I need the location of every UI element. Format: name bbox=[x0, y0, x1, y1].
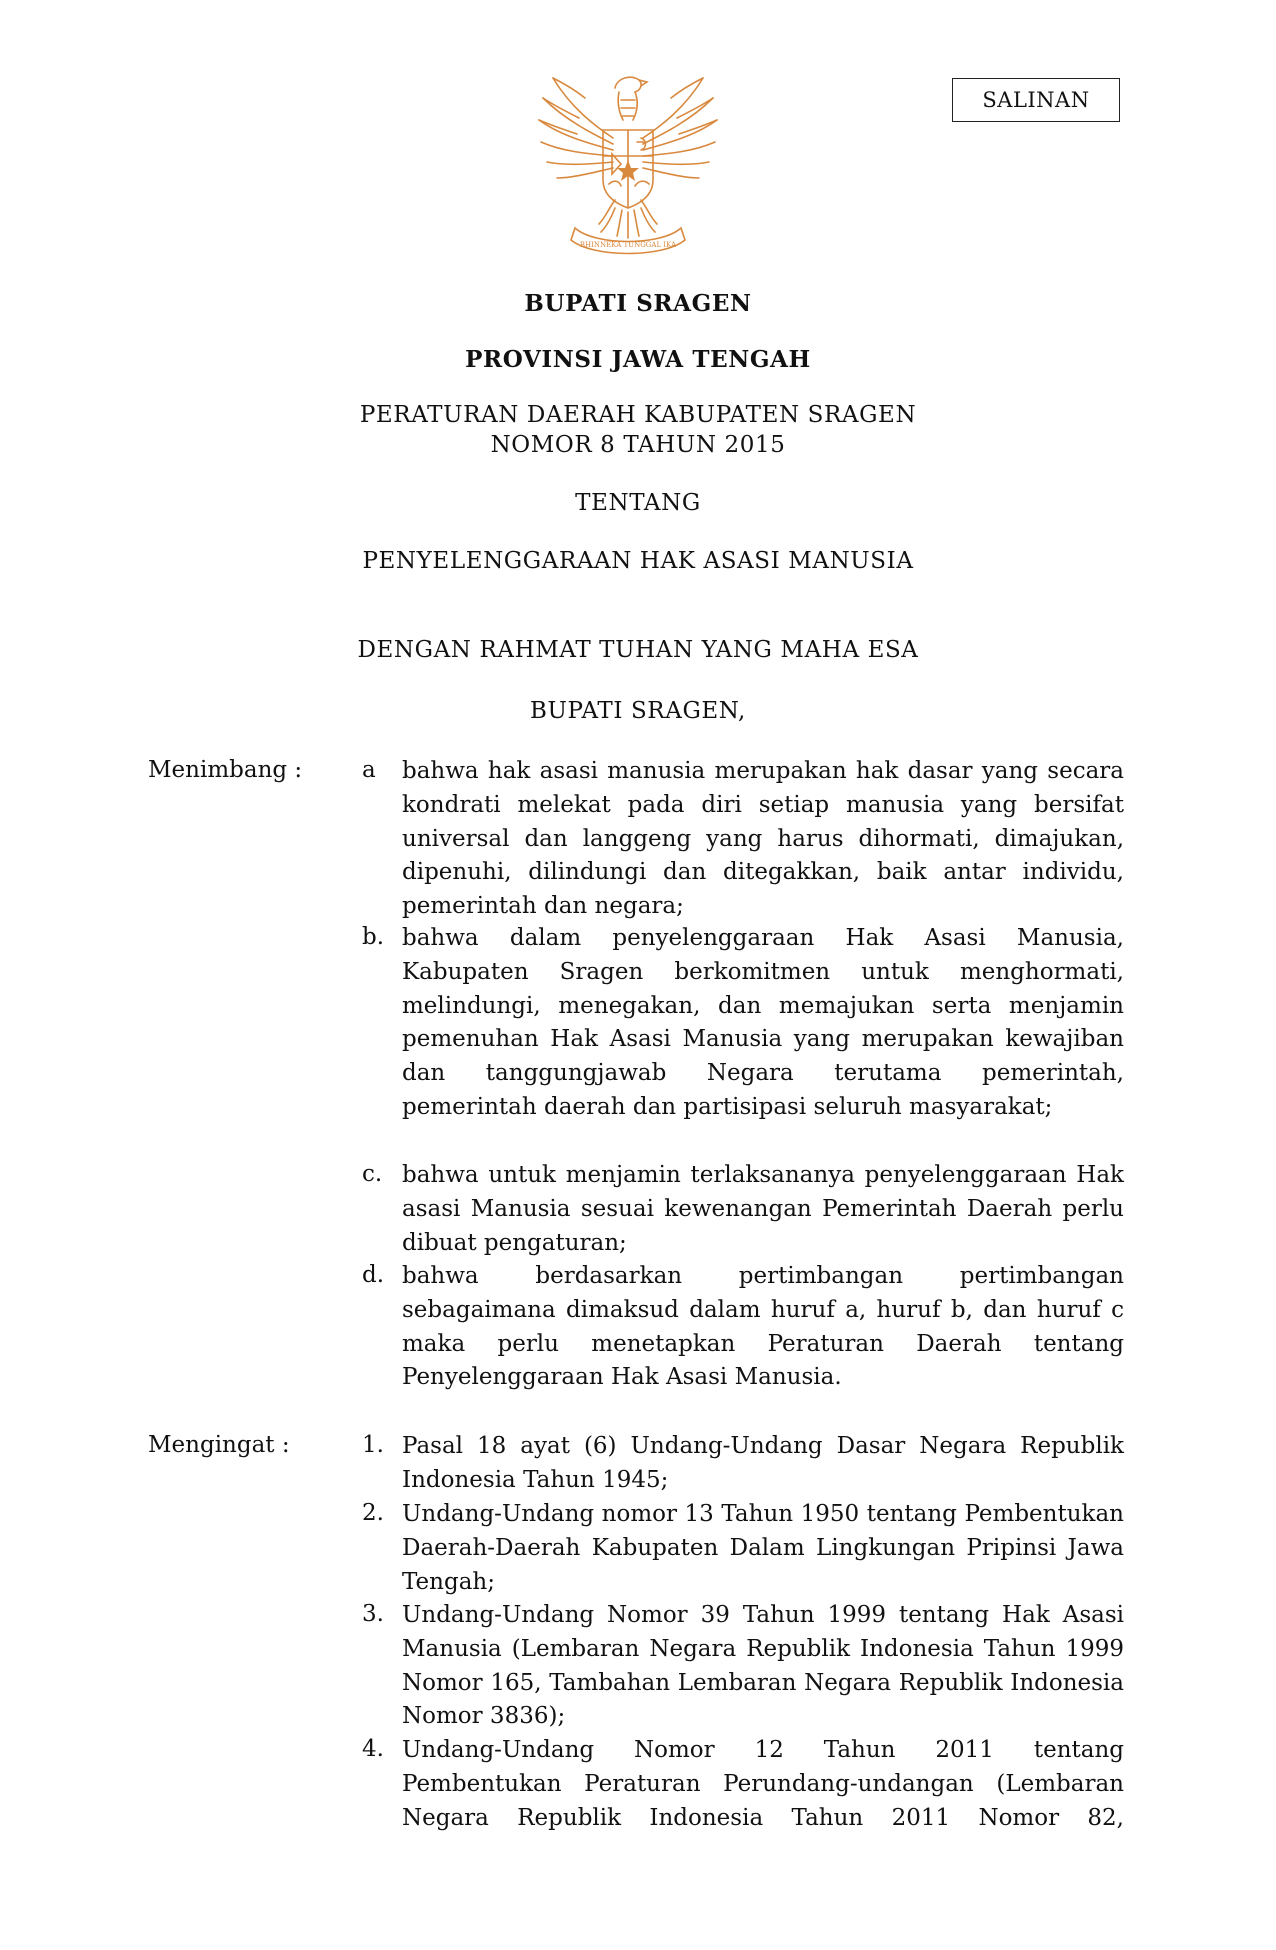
menimbang-item-a: bahwa hak asasi manusia merupakan hak dasar yang secara kondrati melekat pada diri setiap manusia yang bersifat universal dan langgeng yang harus dihormati, dimajukan, dipenuhi, dilindungi dan ditegakkan, baik antar individu, pemerintah dan negara; bbox=[402, 758, 1124, 920]
emblem-motto: BHINNEKA TUNGGAL IKA bbox=[579, 241, 677, 249]
province-heading: PROVINSI JAWA TENGAH bbox=[465, 346, 811, 373]
regent-salutation: BUPATI SRAGEN, bbox=[530, 698, 746, 724]
mengingat-item-3: Undang-Undang Nomor 39 Tahun 1999 tentang Hak Asasi Manusia (Lembaran Negara Republik Indonesia Tahun 1999 Nomor 165, Tambahan Lembaran Negara Republik Indonesia Nomor 3836); bbox=[402, 1602, 1124, 1730]
mengingat-marker-1: 1. bbox=[362, 1432, 384, 1458]
menimbang-marker-a: a bbox=[362, 757, 376, 783]
mengingat-marker-3: 3. bbox=[362, 1601, 384, 1627]
menimbang-item-d: bahwa berdasarkan pertimbangan pertimbangan sebagaimana dimaksud dalam huruf a, huruf b, dan huruf c maka perlu menetapkan Peraturan Daerah tentang Penyelenggaraan Hak Asasi Manusia. bbox=[402, 1263, 1124, 1391]
menimbang-marker-c: c. bbox=[362, 1161, 383, 1187]
blessing-line: DENGAN RAHMAT TUHAN YANG MAHA ESA bbox=[357, 637, 919, 663]
regent-heading: BUPATI SRAGEN bbox=[524, 290, 752, 317]
menimbang-label: Menimbang : bbox=[148, 757, 303, 783]
about-label: TENTANG bbox=[575, 490, 701, 516]
mengingat-item-4: Undang-Undang Nomor 12 Tahun 2011 tentang Pembentukan Peraturan Perundang-undangan (Lembaran Negara Republik Indonesia Tahun 2011 Nomor 82, bbox=[402, 1737, 1124, 1831]
regulation-title-line2: NOMOR 8 TAHUN 2015 bbox=[490, 432, 786, 458]
menimbang-marker-b: b. bbox=[362, 924, 385, 950]
mengingat-item-2: Undang-Undang nomor 13 Tahun 1950 tentang Pembentukan Daerah-Daerah Kabupaten Dalam Lingkungan Pripinsi Jawa Tengah; bbox=[402, 1501, 1124, 1595]
regulation-title-line1: PERATURAN DAERAH KABUPATEN SRAGEN bbox=[359, 402, 917, 428]
regulation-subject: PENYELENGGARAAN HAK ASASI MANUSIA bbox=[362, 548, 914, 574]
salinan-stamp: SALINAN bbox=[952, 78, 1120, 122]
mengingat-marker-2: 2. bbox=[362, 1500, 384, 1526]
menimbang-item-c: bahwa untuk menjamin terlaksananya penyelenggaraan Hak asasi Manusia sesuai kewenangan Pemerintah Daerah perlu dibuat pengaturan; bbox=[402, 1162, 1124, 1256]
garuda-pancasila-emblem-icon bbox=[535, 68, 721, 264]
mengingat-marker-4: 4. bbox=[362, 1736, 384, 1762]
mengingat-label: Mengingat : bbox=[148, 1432, 290, 1458]
menimbang-item-b: bahwa dalam penyelenggaraan Hak Asasi Manusia, Kabupaten Sragen berkomitmen untuk menghormati, melindungi, menegakan, dan memajukan serta menjamin pemenuhan Hak Asasi Manusia yang merupakan kewajiban dan tanggungjawab Negara terutama pemerintah, pemerintah daerah dan partisipasi seluruh masyarakat; bbox=[402, 925, 1124, 1120]
mengingat-item-1: Pasal 18 ayat (6) Undang-Undang Dasar Negara Republik Indonesia Tahun 1945; bbox=[402, 1433, 1124, 1493]
menimbang-marker-d: d. bbox=[362, 1262, 385, 1288]
